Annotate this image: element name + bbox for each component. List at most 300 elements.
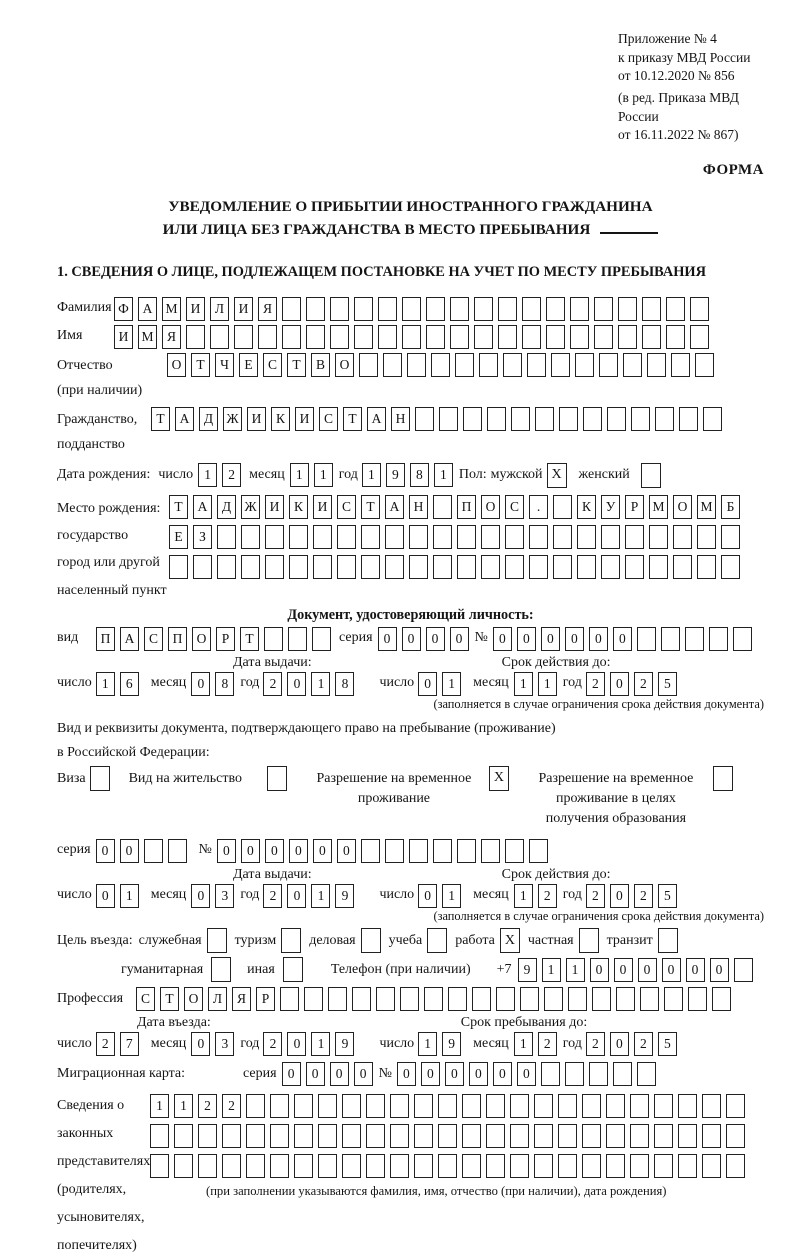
form-cell[interactable]: 1 (514, 884, 533, 908)
form-cell[interactable]: О (481, 495, 500, 519)
form-cell[interactable] (695, 353, 714, 377)
form-cell[interactable] (462, 1124, 481, 1148)
form-cell[interactable]: 2 (538, 884, 557, 908)
option-residence-permit-checkbox[interactable] (267, 766, 287, 791)
form-cell[interactable]: 0 (493, 627, 512, 651)
form-cell[interactable] (558, 1094, 577, 1118)
form-cell[interactable] (186, 325, 205, 349)
form-cell[interactable] (510, 1154, 529, 1178)
form-cell[interactable] (318, 1154, 337, 1178)
purpose-tourism-checkbox[interactable] (281, 928, 301, 953)
form-cell[interactable] (366, 1154, 385, 1178)
form-cell[interactable]: К (577, 495, 596, 519)
form-cell[interactable] (265, 555, 284, 579)
form-cell[interactable] (520, 987, 539, 1011)
form-cell[interactable] (241, 555, 260, 579)
form-cell[interactable]: М (138, 325, 157, 349)
purpose-business-checkbox[interactable] (207, 928, 227, 953)
form-cell[interactable]: 0 (421, 1062, 440, 1086)
form-cell[interactable]: З (193, 525, 212, 549)
form-cell[interactable] (270, 1094, 289, 1118)
form-cell[interactable] (409, 839, 428, 863)
form-cell[interactable]: 1 (442, 884, 461, 908)
form-cell[interactable] (414, 1094, 433, 1118)
form-cell[interactable] (529, 525, 548, 549)
form-cell[interactable] (354, 297, 373, 321)
form-cell[interactable] (640, 987, 659, 1011)
form-cell[interactable]: . (529, 495, 548, 519)
form-cell[interactable]: 0 (397, 1062, 416, 1086)
form-cell[interactable]: А (138, 297, 157, 321)
form-cell[interactable]: Ч (215, 353, 234, 377)
form-cell[interactable]: Т (191, 353, 210, 377)
form-cell[interactable]: 0 (589, 627, 608, 651)
form-cell[interactable]: 0 (590, 958, 609, 982)
form-cell[interactable] (407, 353, 426, 377)
form-cell[interactable]: 0 (418, 672, 437, 696)
form-cell[interactable]: В (311, 353, 330, 377)
form-cell[interactable] (424, 987, 443, 1011)
form-cell[interactable] (288, 627, 307, 651)
form-cell[interactable]: 0 (469, 1062, 488, 1086)
form-cell[interactable] (481, 839, 500, 863)
form-cell[interactable] (570, 325, 589, 349)
form-cell[interactable]: О (184, 987, 203, 1011)
form-cell[interactable] (703, 407, 722, 431)
form-cell[interactable] (304, 987, 323, 1011)
form-cell[interactable] (361, 555, 380, 579)
form-cell[interactable]: О (673, 495, 692, 519)
form-cell[interactable] (726, 1094, 745, 1118)
form-cell[interactable]: С (136, 987, 155, 1011)
form-cell[interactable] (222, 1154, 241, 1178)
form-cell[interactable] (496, 987, 515, 1011)
form-cell[interactable]: 0 (686, 958, 705, 982)
form-cell[interactable] (568, 987, 587, 1011)
form-cell[interactable]: 0 (378, 627, 397, 651)
form-cell[interactable]: И (114, 325, 133, 349)
form-cell[interactable] (583, 407, 602, 431)
option-temp-residence-edu-checkbox[interactable] (713, 766, 733, 791)
form-cell[interactable]: 2 (538, 1032, 557, 1056)
form-cell[interactable] (270, 1154, 289, 1178)
form-cell[interactable] (505, 555, 524, 579)
form-cell[interactable]: О (167, 353, 186, 377)
form-cell[interactable] (546, 325, 565, 349)
form-cell[interactable]: С (144, 627, 163, 651)
form-cell[interactable] (599, 353, 618, 377)
form-cell[interactable] (678, 1094, 697, 1118)
form-cell[interactable] (438, 1124, 457, 1148)
form-cell[interactable]: 1 (290, 463, 309, 487)
form-cell[interactable]: 9 (335, 884, 354, 908)
form-cell[interactable] (474, 325, 493, 349)
form-cell[interactable]: 0 (610, 1032, 629, 1056)
form-cell[interactable] (328, 987, 347, 1011)
form-cell[interactable] (415, 407, 434, 431)
form-cell[interactable] (409, 555, 428, 579)
form-cell[interactable] (678, 1124, 697, 1148)
form-cell[interactable]: 0 (541, 627, 560, 651)
form-cell[interactable]: 0 (287, 672, 306, 696)
form-cell[interactable] (522, 325, 541, 349)
form-cell[interactable] (402, 297, 421, 321)
form-cell[interactable] (647, 353, 666, 377)
form-cell[interactable]: Л (208, 987, 227, 1011)
form-cell[interactable]: 1 (542, 958, 561, 982)
form-cell[interactable]: Я (162, 325, 181, 349)
form-cell[interactable] (174, 1124, 193, 1148)
form-cell[interactable] (655, 407, 674, 431)
form-cell[interactable]: И (265, 495, 284, 519)
form-cell[interactable]: 1 (566, 958, 585, 982)
form-cell[interactable] (630, 1124, 649, 1148)
form-cell[interactable] (337, 555, 356, 579)
form-cell[interactable]: 2 (586, 884, 605, 908)
form-cell[interactable]: Я (232, 987, 251, 1011)
form-cell[interactable]: 0 (217, 839, 236, 863)
form-cell[interactable]: 2 (263, 1032, 282, 1056)
form-cell[interactable] (366, 1094, 385, 1118)
form-cell[interactable]: 1 (311, 884, 330, 908)
form-cell[interactable] (264, 627, 283, 651)
form-cell[interactable]: Ф (114, 297, 133, 321)
form-cell[interactable] (529, 839, 548, 863)
form-cell[interactable]: Б (721, 495, 740, 519)
form-cell[interactable] (438, 1154, 457, 1178)
purpose-work-checkbox[interactable]: X (500, 928, 520, 953)
form-cell[interactable] (721, 525, 740, 549)
form-cell[interactable]: М (697, 495, 716, 519)
form-cell[interactable]: О (335, 353, 354, 377)
form-cell[interactable]: 9 (335, 1032, 354, 1056)
form-cell[interactable] (642, 325, 661, 349)
form-cell[interactable] (625, 555, 644, 579)
form-cell[interactable] (551, 353, 570, 377)
form-cell[interactable] (654, 1094, 673, 1118)
form-cell[interactable]: Т (151, 407, 170, 431)
form-cell[interactable] (450, 297, 469, 321)
form-cell[interactable]: Д (217, 495, 236, 519)
form-cell[interactable] (697, 525, 716, 549)
form-cell[interactable] (582, 1124, 601, 1148)
form-cell[interactable] (529, 555, 548, 579)
form-cell[interactable] (606, 1154, 625, 1178)
form-cell[interactable] (679, 407, 698, 431)
form-cell[interactable]: Д (199, 407, 218, 431)
form-cell[interactable]: А (385, 495, 404, 519)
form-cell[interactable] (637, 627, 656, 651)
form-cell[interactable]: 2 (586, 1032, 605, 1056)
form-cell[interactable] (688, 987, 707, 1011)
form-cell[interactable]: 0 (287, 1032, 306, 1056)
form-cell[interactable]: Т (160, 987, 179, 1011)
form-cell[interactable]: 0 (638, 958, 657, 982)
form-cell[interactable] (733, 627, 752, 651)
form-cell[interactable] (594, 297, 613, 321)
form-cell[interactable] (553, 555, 572, 579)
form-cell[interactable]: И (295, 407, 314, 431)
form-cell[interactable]: 2 (222, 1094, 241, 1118)
form-cell[interactable] (246, 1094, 265, 1118)
form-cell[interactable]: 0 (450, 627, 469, 651)
form-cell[interactable]: 5 (658, 1032, 677, 1056)
form-cell[interactable]: 2 (634, 1032, 653, 1056)
form-cell[interactable]: 0 (120, 839, 139, 863)
form-cell[interactable] (144, 839, 163, 863)
form-cell[interactable]: 1 (96, 672, 115, 696)
form-cell[interactable]: Т (169, 495, 188, 519)
form-cell[interactable] (503, 353, 522, 377)
form-cell[interactable] (306, 325, 325, 349)
form-cell[interactable] (234, 325, 253, 349)
sex-male-checkbox[interactable]: X (547, 463, 567, 488)
form-cell[interactable]: 0 (337, 839, 356, 863)
form-cell[interactable]: С (337, 495, 356, 519)
form-cell[interactable] (505, 525, 524, 549)
form-cell[interactable] (282, 297, 301, 321)
form-cell[interactable]: 1 (434, 463, 453, 487)
form-cell[interactable]: 2 (586, 672, 605, 696)
form-cell[interactable]: 8 (335, 672, 354, 696)
form-cell[interactable]: 2 (263, 884, 282, 908)
form-cell[interactable] (534, 1154, 553, 1178)
form-cell[interactable] (690, 325, 709, 349)
form-cell[interactable] (642, 297, 661, 321)
form-cell[interactable] (198, 1154, 217, 1178)
form-cell[interactable]: С (505, 495, 524, 519)
form-cell[interactable] (558, 1154, 577, 1178)
form-cell[interactable] (265, 525, 284, 549)
form-cell[interactable] (661, 627, 680, 651)
purpose-humanitarian-checkbox[interactable] (211, 957, 231, 982)
form-cell[interactable]: Т (287, 353, 306, 377)
option-visa-checkbox[interactable] (90, 766, 110, 791)
form-cell[interactable]: 0 (313, 839, 332, 863)
form-cell[interactable] (702, 1094, 721, 1118)
form-cell[interactable] (511, 407, 530, 431)
form-cell[interactable] (270, 1124, 289, 1148)
form-cell[interactable] (361, 525, 380, 549)
form-cell[interactable] (577, 555, 596, 579)
form-cell[interactable] (678, 1154, 697, 1178)
form-cell[interactable]: 9 (518, 958, 537, 982)
form-cell[interactable] (637, 1062, 656, 1086)
form-cell[interactable] (450, 325, 469, 349)
form-cell[interactable] (390, 1124, 409, 1148)
form-cell[interactable] (666, 297, 685, 321)
form-cell[interactable] (558, 1124, 577, 1148)
form-cell[interactable] (607, 407, 626, 431)
form-cell[interactable]: 0 (282, 1062, 301, 1086)
form-cell[interactable]: М (649, 495, 668, 519)
form-cell[interactable]: 0 (287, 884, 306, 908)
form-cell[interactable] (592, 987, 611, 1011)
form-cell[interactable] (289, 555, 308, 579)
form-cell[interactable] (217, 525, 236, 549)
form-cell[interactable] (487, 407, 506, 431)
form-cell[interactable] (505, 839, 524, 863)
form-cell[interactable] (433, 555, 452, 579)
form-cell[interactable]: 1 (198, 463, 217, 487)
form-cell[interactable] (168, 839, 187, 863)
form-cell[interactable] (150, 1154, 169, 1178)
form-cell[interactable] (318, 1124, 337, 1148)
form-cell[interactable] (313, 525, 332, 549)
form-cell[interactable] (193, 555, 212, 579)
form-cell[interactable] (312, 627, 331, 651)
form-cell[interactable] (390, 1154, 409, 1178)
form-cell[interactable]: 0 (330, 1062, 349, 1086)
form-cell[interactable]: 2 (96, 1032, 115, 1056)
form-cell[interactable] (734, 958, 753, 982)
form-cell[interactable] (534, 1124, 553, 1148)
form-cell[interactable] (697, 555, 716, 579)
form-cell[interactable] (534, 1094, 553, 1118)
form-cell[interactable] (498, 325, 517, 349)
form-cell[interactable] (318, 1094, 337, 1118)
form-cell[interactable]: Ж (241, 495, 260, 519)
form-cell[interactable] (535, 407, 554, 431)
form-cell[interactable]: А (367, 407, 386, 431)
form-cell[interactable]: К (271, 407, 290, 431)
form-cell[interactable] (546, 297, 565, 321)
form-cell[interactable] (606, 1094, 625, 1118)
form-cell[interactable]: 8 (215, 672, 234, 696)
form-cell[interactable]: 1 (538, 672, 557, 696)
form-cell[interactable]: 3 (215, 1032, 234, 1056)
form-cell[interactable] (457, 839, 476, 863)
form-cell[interactable] (649, 555, 668, 579)
form-cell[interactable] (385, 839, 404, 863)
form-cell[interactable]: 2 (222, 463, 241, 487)
form-cell[interactable] (359, 353, 378, 377)
form-cell[interactable]: 0 (191, 1032, 210, 1056)
form-cell[interactable] (553, 495, 572, 519)
form-cell[interactable] (472, 987, 491, 1011)
form-cell[interactable] (510, 1124, 529, 1148)
form-cell[interactable] (337, 525, 356, 549)
form-cell[interactable] (721, 555, 740, 579)
form-cell[interactable]: 0 (241, 839, 260, 863)
form-cell[interactable]: 1 (314, 463, 333, 487)
form-cell[interactable] (222, 1124, 241, 1148)
form-cell[interactable] (486, 1124, 505, 1148)
form-cell[interactable] (606, 1124, 625, 1148)
form-cell[interactable]: О (192, 627, 211, 651)
form-cell[interactable]: И (247, 407, 266, 431)
form-cell[interactable] (685, 627, 704, 651)
form-cell[interactable] (666, 325, 685, 349)
form-cell[interactable] (457, 555, 476, 579)
form-cell[interactable] (352, 987, 371, 1011)
form-cell[interactable] (198, 1124, 217, 1148)
form-cell[interactable]: П (457, 495, 476, 519)
form-cell[interactable]: Р (216, 627, 235, 651)
form-cell[interactable]: У (601, 495, 620, 519)
form-cell[interactable] (690, 297, 709, 321)
form-cell[interactable] (462, 1154, 481, 1178)
form-cell[interactable]: 1 (311, 672, 330, 696)
form-cell[interactable] (462, 1094, 481, 1118)
form-cell[interactable] (625, 525, 644, 549)
form-cell[interactable] (616, 987, 635, 1011)
form-cell[interactable] (673, 555, 692, 579)
form-cell[interactable] (582, 1154, 601, 1178)
form-cell[interactable]: 1 (442, 672, 461, 696)
form-cell[interactable] (457, 525, 476, 549)
form-cell[interactable]: Т (361, 495, 380, 519)
form-cell[interactable]: С (319, 407, 338, 431)
form-cell[interactable] (366, 1124, 385, 1148)
form-cell[interactable]: Т (240, 627, 259, 651)
form-cell[interactable]: 0 (402, 627, 421, 651)
form-cell[interactable]: А (175, 407, 194, 431)
form-cell[interactable] (601, 525, 620, 549)
form-cell[interactable] (541, 1062, 560, 1086)
form-cell[interactable]: 1 (311, 1032, 330, 1056)
form-cell[interactable] (601, 555, 620, 579)
form-cell[interactable]: Я (258, 297, 277, 321)
form-cell[interactable] (544, 987, 563, 1011)
form-cell[interactable]: 2 (634, 884, 653, 908)
form-cell[interactable] (463, 407, 482, 431)
form-cell[interactable] (712, 987, 731, 1011)
form-cell[interactable] (559, 407, 578, 431)
form-cell[interactable] (527, 353, 546, 377)
form-cell[interactable] (414, 1124, 433, 1148)
form-cell[interactable] (570, 297, 589, 321)
form-cell[interactable] (618, 297, 637, 321)
form-cell[interactable] (330, 325, 349, 349)
form-cell[interactable]: Н (391, 407, 410, 431)
form-cell[interactable]: 0 (613, 627, 632, 651)
form-cell[interactable]: А (120, 627, 139, 651)
form-cell[interactable]: 0 (710, 958, 729, 982)
form-cell[interactable]: 0 (306, 1062, 325, 1086)
form-cell[interactable] (431, 353, 450, 377)
form-cell[interactable]: 1 (514, 672, 533, 696)
form-cell[interactable]: 0 (265, 839, 284, 863)
form-cell[interactable] (289, 525, 308, 549)
form-cell[interactable]: 2 (263, 672, 282, 696)
form-cell[interactable]: Е (169, 525, 188, 549)
form-cell[interactable] (577, 525, 596, 549)
form-cell[interactable]: 0 (426, 627, 445, 651)
purpose-other-checkbox[interactable] (283, 957, 303, 982)
form-cell[interactable] (378, 325, 397, 349)
form-cell[interactable]: Н (409, 495, 428, 519)
form-cell[interactable] (330, 297, 349, 321)
form-cell[interactable] (246, 1124, 265, 1148)
form-cell[interactable] (498, 297, 517, 321)
form-cell[interactable] (210, 325, 229, 349)
form-cell[interactable] (409, 525, 428, 549)
form-cell[interactable] (486, 1094, 505, 1118)
form-cell[interactable]: 0 (662, 958, 681, 982)
form-cell[interactable]: 5 (658, 672, 677, 696)
purpose-study-checkbox[interactable] (427, 928, 447, 953)
form-cell[interactable] (618, 325, 637, 349)
form-cell[interactable] (522, 297, 541, 321)
form-cell[interactable]: 0 (96, 884, 115, 908)
form-cell[interactable] (342, 1124, 361, 1148)
form-cell[interactable]: Е (239, 353, 258, 377)
form-cell[interactable]: 2 (634, 672, 653, 696)
form-cell[interactable]: 1 (514, 1032, 533, 1056)
form-cell[interactable] (630, 1094, 649, 1118)
form-cell[interactable] (342, 1154, 361, 1178)
